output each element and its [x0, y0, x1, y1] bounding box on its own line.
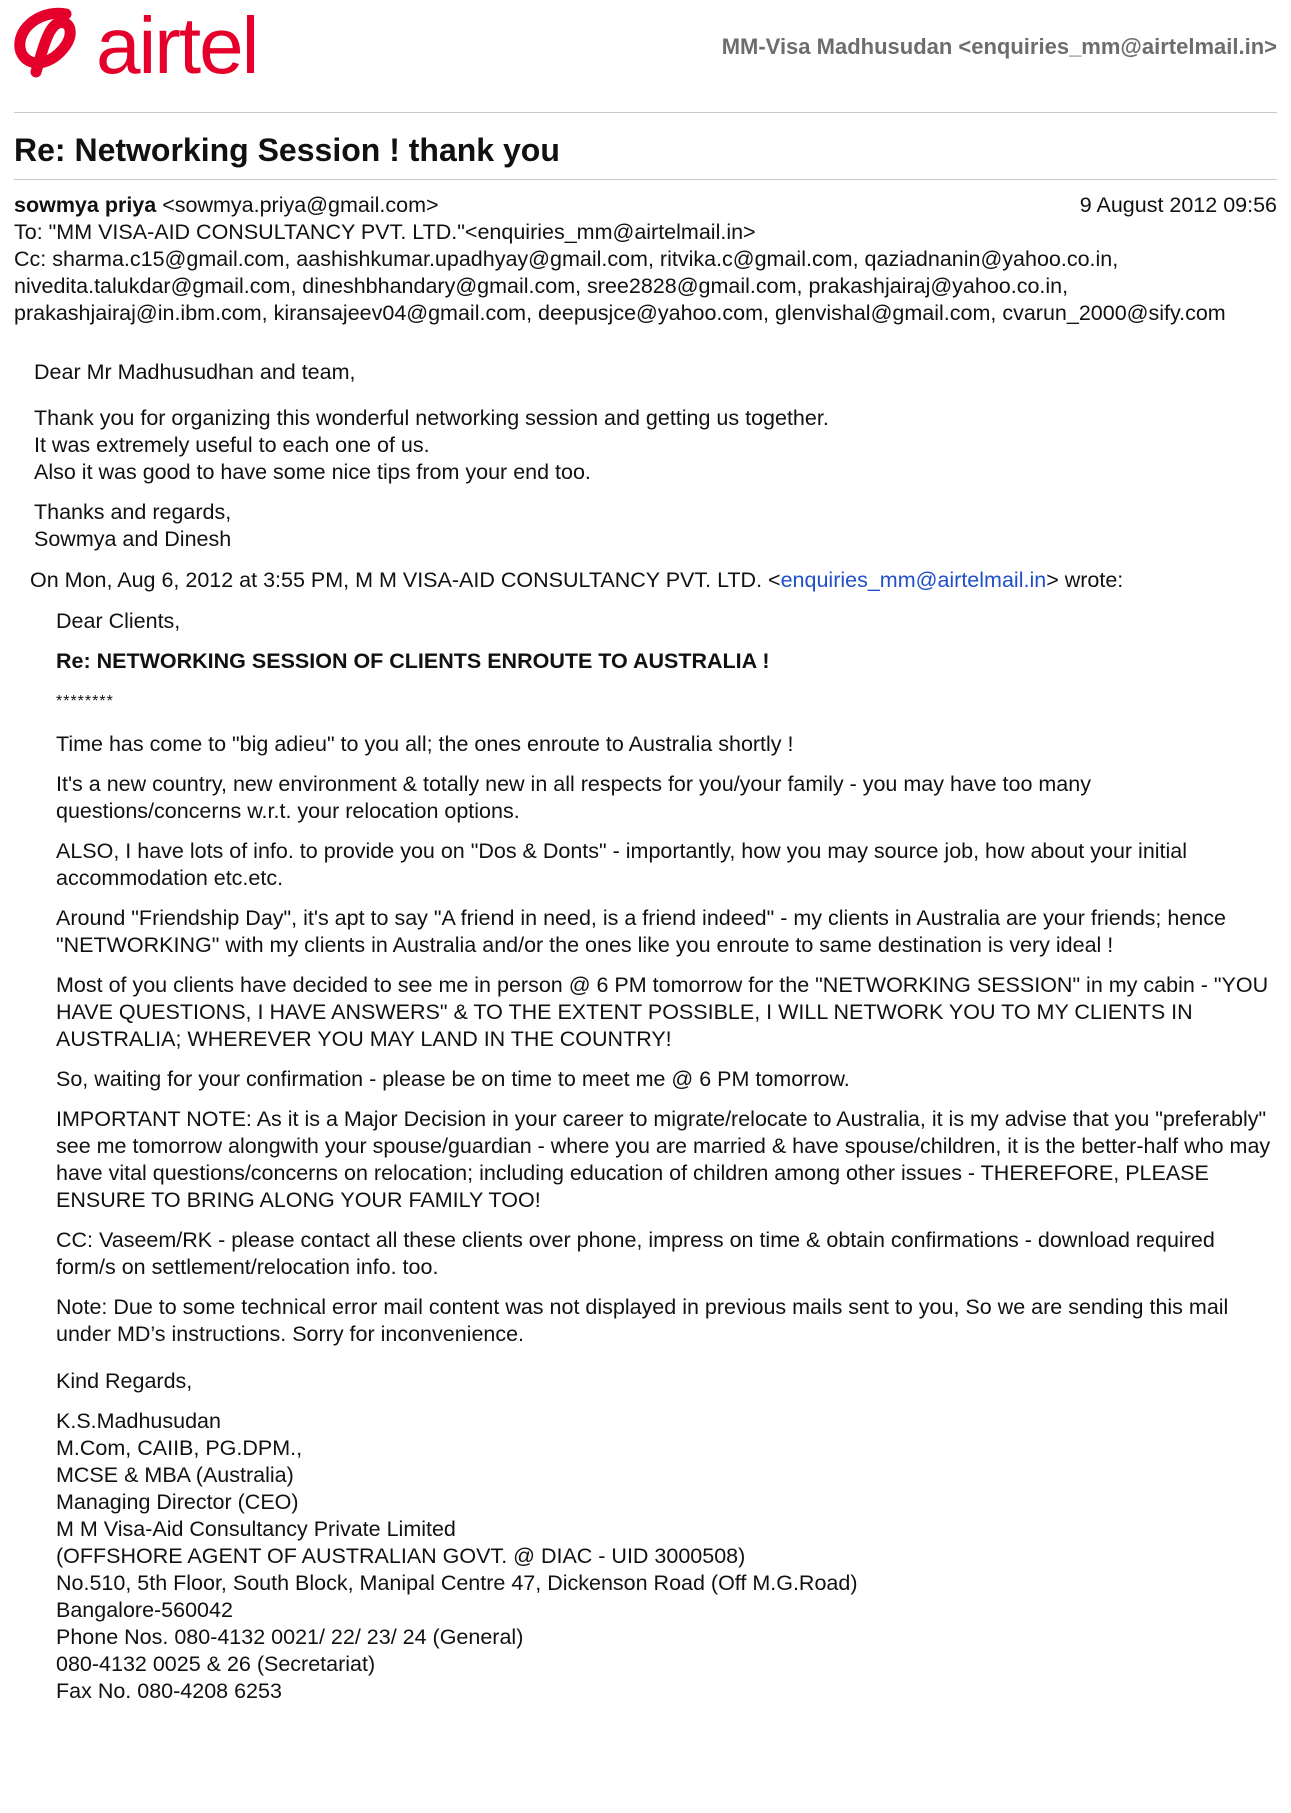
signature-line: MCSE & MBA (Australia) [56, 1463, 294, 1487]
reply-greeting: Dear Mr Madhusudhan and team, [34, 360, 356, 384]
quoted-paragraph: So, waiting for your confirmation - please be on time to meet me @ 6 PM tomorrow. [56, 1067, 850, 1091]
signature-line: Managing Director (CEO) [56, 1490, 299, 1514]
signature-block [56, 1368, 1277, 1705]
signature-line: Kind Regards, [56, 1369, 193, 1393]
quoted-email-link[interactable]: enquiries_mm@airtelmail.in [780, 568, 1047, 592]
quoted-paragraph: ALSO, I have lots of info. to provide you on "Dos & Donts" - importantly, how you may source job, how about your initial accommodation etc.etc. [56, 839, 1188, 890]
cc-line: Cc: sharma.c15@gmail.com, aashishkumar.upadhyay@gmail.com, ritvika.c@gmail.com, qaziadnanin@yahoo.co.in, nivedita.talukdar@gmail.com, dineshbhandary@gmail.com, sree2828@gmail.com, prakashjairaj@yahoo.co.in, prakashjairaj@in.ibm.com, kiransajeev04@gmail.com, deepusjce@yahoo.com, glenvishal@gmail.com, cvarun_2000@sify.com [14, 247, 1226, 325]
quoted-paragraph: IMPORTANT NOTE: As it is a Major Decision in your career to migrate/relocate to Australia, it is my advise that you "preferably" see me tomorrow alongwith your spouse/guardian - where you are married & have spouse/children, it is the better-half who may have vital questions/concerns on relocation; including education of children among other issues - THEREFORE, PLEASE ENSURE TO BRING ALONG YOUR FAMILY TOO! [56, 1107, 1271, 1212]
signature-line: 080-4132 0025 & 26 (Secretariat) [56, 1652, 376, 1676]
quoted-paragraph: Note: Due to some technical error mail content was not displayed in previous mails sent to you, So we are sending this mail under MD’s instructions. Sorry for inconvenience. [56, 1295, 1229, 1346]
logo-wordmark: airtel [96, 1, 258, 90]
sender-email: <sowmya.priya@gmail.com> [162, 193, 439, 217]
airtel-swirl-icon [14, 6, 94, 86]
account-name: MM-Visa Madhusudan <enquiries_mm@airtelmail.in> [721, 34, 1277, 59]
quoted-title: Re: NETWORKING SESSION OF CLIENTS ENROUTE TO AUSTRALIA ! [56, 649, 770, 673]
signature-spacer [56, 1395, 1277, 1408]
quoted-paragraph: Around "Friendship Day", it's apt to say "A friend in need, is a friend indeed" - my clients in Australia are your friends; hence "NETWORKING" with my clients in Australia and/or the ones like you enroute to same destination is very ideal ! [56, 906, 1226, 957]
email-meta [14, 192, 1277, 327]
quoted-separator: ******** [56, 693, 114, 710]
sender-name: sowmya priya [14, 193, 157, 217]
email-print-view [14, 0, 1277, 1705]
email-date: 9 August 2012 09:56 [1079, 193, 1277, 217]
to-line: To: "MM VISA-AID CONSULTANCY PVT. LTD."<enquiries_mm@airtelmail.in> [14, 220, 756, 244]
reply-body [14, 359, 1277, 594]
quoted-message [14, 608, 1277, 1705]
quoted-paragraph: It's a new country, new environment & totally new in all respects for you/your family - you may have too many questions/concerns w.r.t. your relocation options. [56, 772, 1091, 823]
signature-line: K.S.Madhusudan [56, 1409, 221, 1433]
reply-signoff: Sowmya and Dinesh [34, 527, 232, 551]
header-bar [14, 0, 1277, 113]
quoted-paragraph: Most of you clients have decided to see me in person @ 6 PM tomorrow for the "NETWORKING SESSION" in my cabin - "YOU HAVE QUESTIONS, I HAVE ANSWERS" & TO THE EXTENT POSSIBLE, I WILL NETWORK YOU TO MY CLIENTS IN AUSTRALIA; WHEREVER YOU MAY LAND IN THE COUNTRY! [56, 973, 1269, 1051]
signature-line: Phone Nos. 080-4132 0021/ 22/ 23/ 24 (General) [56, 1625, 524, 1649]
signature-line: No.510, 5th Floor, South Block, Manipal Centre 47, Dickenson Road (Off M.G.Road) [56, 1571, 858, 1595]
quoted-paragraph: CC: Vaseem/RK - please contact all these clients over phone, impress on time & obtain confirmations - download required form/s on settlement/relocation info. too. [56, 1228, 1215, 1279]
reply-line: It was extremely useful to each one of us. [34, 433, 430, 457]
signature-line: Bangalore-560042 [56, 1598, 233, 1622]
quoted-greeting: Dear Clients, [56, 609, 181, 633]
signature-line: Fax No. 080-4208 6253 [56, 1679, 282, 1703]
signature-line: (OFFSHORE AGENT OF AUSTRALIAN GOVT. @ DIAC - UID 3000508) [56, 1544, 746, 1568]
reply-closing: Thanks and regards, [34, 500, 232, 524]
reply-line: Thank you for organizing this wonderful networking session and getting us together. [34, 406, 829, 430]
reply-line: Also it was good to have some nice tips from your end too. [34, 460, 591, 484]
quote-attribution: On Mon, Aug 6, 2012 at 3:55 PM, M M VISA-AID CONSULTANCY PVT. LTD. <enquiries_mm@airtelmail.in> wrote: [30, 568, 1124, 592]
quoted-paragraph: Time has come to "big adieu" to you all; the ones enroute to Australia shortly ! [56, 732, 794, 756]
airtel-logo[interactable] [14, 1, 274, 90]
email-subject: Re: Networking Session ! thank you [14, 125, 1277, 180]
signature-line: M.Com, CAIIB, PG.DPM., [56, 1436, 303, 1460]
signature-line: M M Visa-Aid Consultancy Private Limited [56, 1517, 456, 1541]
